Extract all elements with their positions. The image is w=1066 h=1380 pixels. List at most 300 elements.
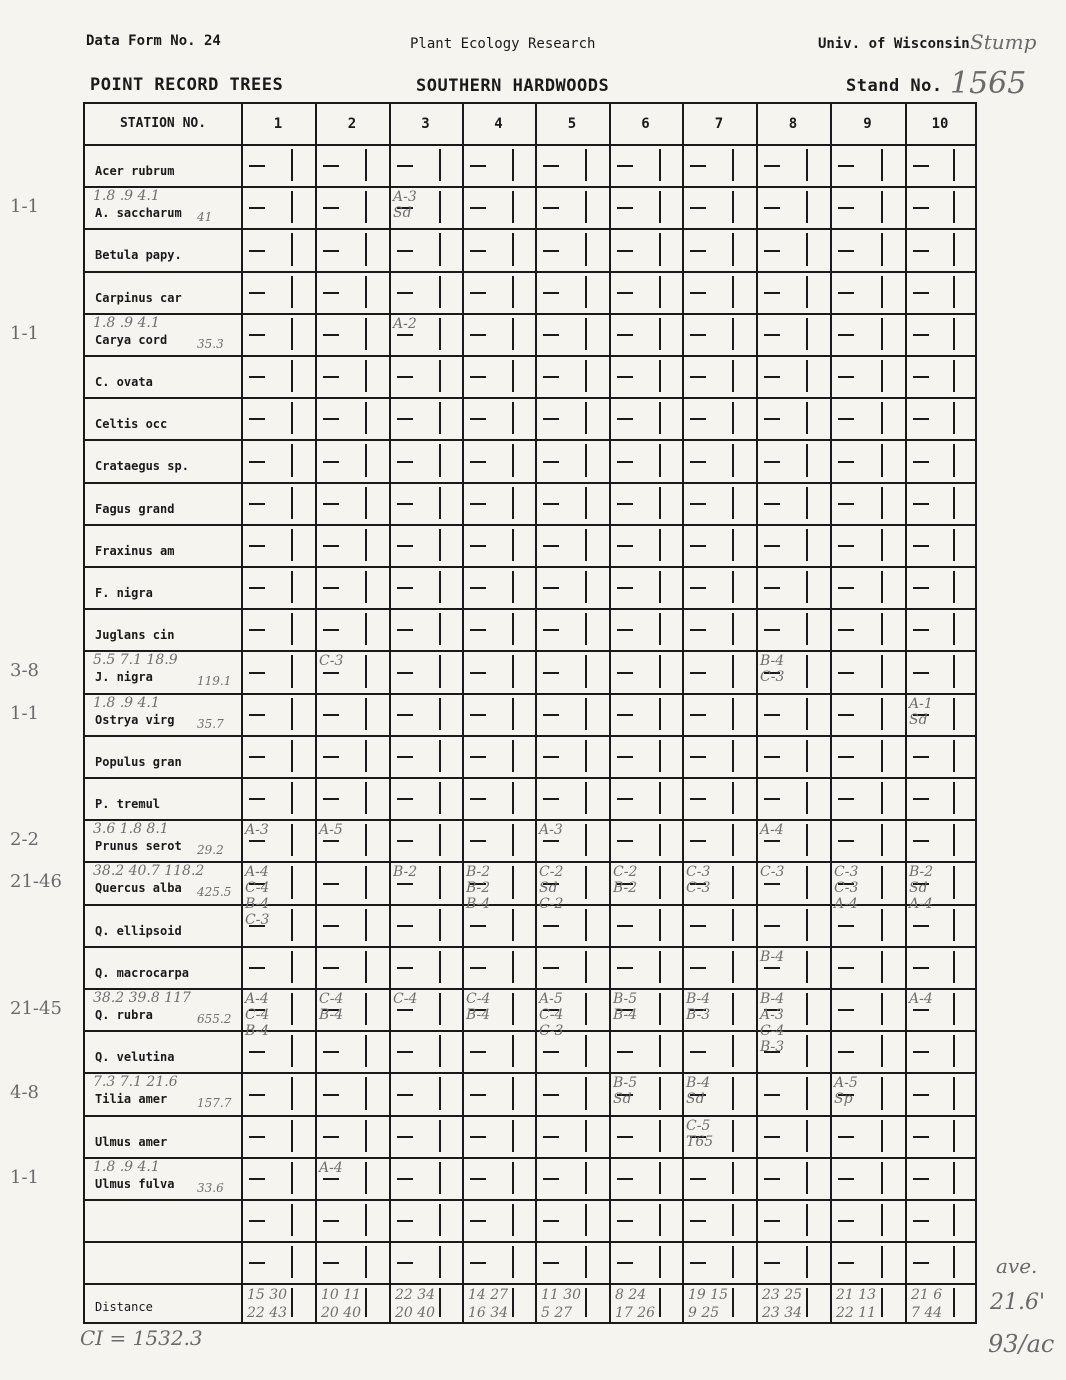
subcell-divider (881, 487, 883, 519)
subcell-divider (659, 402, 661, 434)
cell-tick (617, 1178, 633, 1180)
subcell-divider (512, 276, 514, 308)
cell-tick (249, 629, 265, 631)
cell-tick (543, 250, 559, 252)
subcell-divider (439, 740, 441, 772)
cell-tick (617, 1262, 633, 1264)
cell-tick (690, 798, 706, 800)
distance-value: 19 15 (688, 1287, 729, 1304)
row-divider (85, 1157, 975, 1159)
cell-note-line: B-5 (613, 1075, 638, 1092)
species-name: Quercus alba (95, 881, 182, 896)
subcell-divider (585, 487, 587, 519)
cell-note-line: A-5 (539, 991, 563, 1007)
subcell-divider (732, 402, 734, 434)
subcell-divider (881, 1288, 883, 1317)
species-stats: 1.8 .9 4.1 (93, 694, 160, 711)
cell-tick (397, 461, 413, 463)
subcell-divider (365, 276, 367, 308)
subcell-divider (512, 529, 514, 561)
cell-note (245, 822, 311, 838)
species-name: J. nigra (95, 670, 153, 685)
subcell-divider (881, 571, 883, 603)
cell-tick (470, 714, 486, 716)
subcell-divider (585, 1246, 587, 1278)
cell-tick (690, 587, 706, 589)
species-name: Prunus serot (95, 839, 182, 854)
subcell-divider (732, 529, 734, 561)
subcell-divider (585, 233, 587, 265)
cell-note-line: B-4 (613, 1007, 638, 1023)
subcell-divider (953, 782, 955, 814)
subcell-divider (732, 360, 734, 392)
cell-tick (249, 1094, 265, 1096)
cell-tick (249, 545, 265, 547)
row-divider (85, 439, 975, 441)
cell-tick (764, 418, 780, 420)
subcell-divider (953, 951, 955, 983)
subcell-divider (512, 487, 514, 519)
distance-value: 8 24 (615, 1287, 647, 1304)
stand-value: 1565 (950, 66, 1027, 101)
subcell-divider (585, 402, 587, 434)
cell-tick (543, 503, 559, 505)
species-name: Tilia amer (95, 1092, 168, 1107)
subcell-divider (953, 1035, 955, 1067)
subcell-divider (585, 571, 587, 603)
cell-tick (470, 545, 486, 547)
subcell-divider (365, 951, 367, 983)
species-total: 33.6 (197, 1180, 224, 1195)
distance-value: 16 34 (468, 1305, 509, 1322)
cell-note-line: A-3 (539, 822, 563, 839)
subcell-divider (806, 233, 808, 265)
cell-tick (617, 250, 633, 252)
distance-value: 5 27 (541, 1305, 573, 1322)
subcell-divider (439, 1288, 441, 1317)
subcell-divider (659, 444, 661, 476)
subcell-divider (291, 191, 293, 223)
distance-value: 21 13 (836, 1287, 877, 1304)
cell-tick (397, 798, 413, 800)
subcell-divider (365, 1246, 367, 1278)
cell-tick (249, 292, 265, 294)
subcell-divider (953, 276, 955, 308)
cell-tick (617, 165, 633, 167)
subcell-divider (881, 740, 883, 772)
forest-type: SOUTHERN HARDWOODS (416, 76, 610, 96)
cell-tick (764, 798, 780, 800)
distance-value: 22 43 (247, 1305, 288, 1322)
cell-note-line: C-3 (834, 880, 859, 897)
cell-tick (470, 967, 486, 969)
subcell-divider (881, 1204, 883, 1236)
subcell-divider (881, 1120, 883, 1152)
cell-tick (470, 629, 486, 631)
species-stats: 5.5 7.1 18.9 (93, 652, 178, 669)
station-number: 7 (714, 116, 724, 132)
cell-note-line: A-3 (245, 822, 269, 839)
subcell-divider (439, 613, 441, 645)
distance-label: Distance (95, 1300, 153, 1314)
subcell-divider (806, 318, 808, 350)
cell-tick (617, 840, 633, 842)
cell-note-line: B-4 (760, 991, 785, 1007)
cell-note-line: C-3 (760, 669, 785, 686)
subcell-divider (806, 740, 808, 772)
cell-note-line: B-4 (466, 896, 491, 913)
subcell-divider (439, 1162, 441, 1194)
cell-tick (397, 334, 413, 336)
cell-tick (470, 1051, 486, 1053)
subcell-divider (806, 782, 808, 814)
subcell-divider (291, 318, 293, 350)
cell-tick (249, 672, 265, 674)
cell-tick (249, 1136, 265, 1138)
row-divider (85, 566, 975, 568)
subcell-divider (953, 149, 955, 181)
cell-tick (397, 756, 413, 758)
species-total: 41 (197, 210, 213, 225)
margin-tally: 1-1 (10, 1166, 39, 1188)
subcell-divider (659, 1035, 661, 1067)
subcell-divider (953, 529, 955, 561)
cell-note-line: A-3 (760, 1007, 784, 1023)
subcell-divider (659, 909, 661, 941)
cell-tick (690, 672, 706, 674)
species-name: Carpinus car (95, 290, 182, 305)
subcell-divider (881, 276, 883, 308)
cell-note (393, 991, 458, 1007)
row-divider (85, 144, 975, 146)
cell-note-line: B-4 (319, 1007, 344, 1023)
subcell-divider (365, 866, 367, 898)
species-name: Celtis occ (95, 417, 168, 432)
subcell-divider (732, 1246, 734, 1278)
subcell-divider (953, 613, 955, 645)
subcell-divider (585, 276, 587, 308)
cell-tick (690, 756, 706, 758)
cell-tick (913, 756, 929, 758)
subcell-divider (291, 149, 293, 181)
cell-tick (913, 967, 929, 969)
subcell-divider (881, 1246, 883, 1278)
subcell-divider (806, 529, 808, 561)
subcell-divider (732, 149, 734, 181)
cell-tick (617, 629, 633, 631)
cell-note-line: Sd (539, 880, 558, 897)
cell-note (834, 864, 901, 912)
subcell-divider (585, 191, 587, 223)
row-divider (85, 313, 975, 315)
cell-tick (764, 250, 780, 252)
row-divider (85, 397, 975, 399)
row-divider (85, 1115, 975, 1117)
species-total: 119.1 (197, 674, 232, 689)
cell-tick (764, 756, 780, 758)
cell-note-line: C-2 (613, 864, 638, 881)
subcell-divider (806, 613, 808, 645)
cell-note (686, 1118, 752, 1150)
cell-tick (397, 250, 413, 252)
cell-tick (470, 1220, 486, 1222)
cell-note (319, 1160, 385, 1176)
species-total: 35.3 (197, 336, 224, 351)
cell-tick (838, 798, 854, 800)
station-number: 4 (494, 116, 503, 132)
subcell-divider (806, 402, 808, 434)
cell-note-line: B-4 (245, 1023, 270, 1039)
cell-note (245, 991, 311, 1039)
subcell-divider (953, 1288, 955, 1317)
cell-tick (764, 1094, 780, 1096)
cell-tick (397, 1262, 413, 1264)
subcell-divider (512, 1204, 514, 1236)
margin-tally: 21-45 (10, 998, 62, 1019)
cell-note (539, 822, 605, 838)
subcell-divider (512, 951, 514, 983)
cell-tick (690, 250, 706, 252)
row-divider (85, 946, 975, 948)
subcell-divider (806, 571, 808, 603)
subcell-divider (881, 233, 883, 265)
cell-tick (249, 418, 265, 420)
cell-tick (249, 714, 265, 716)
subcell-divider (291, 233, 293, 265)
subcell-divider (291, 487, 293, 519)
subcell-divider (439, 824, 441, 856)
cell-tick (543, 925, 559, 927)
cell-note (686, 1075, 752, 1107)
station-number: 9 (863, 116, 872, 132)
subcell-divider (881, 318, 883, 350)
subcell-divider (953, 402, 955, 434)
row-divider (85, 1283, 975, 1285)
cell-tick (913, 672, 929, 674)
subcell-divider (659, 529, 661, 561)
cell-tick (249, 798, 265, 800)
cell-tick (249, 165, 265, 167)
cell-note (319, 822, 385, 838)
subcell-divider (806, 909, 808, 941)
subcell-divider (806, 1120, 808, 1152)
cell-tick (913, 1009, 929, 1011)
cell-tick (323, 672, 339, 674)
column-divider (830, 104, 832, 1322)
subcell-divider (512, 1077, 514, 1109)
subcell-divider (881, 360, 883, 392)
species-name: Ostrya virg (95, 712, 175, 727)
cell-tick (838, 503, 854, 505)
cell-note-line: Sd (613, 1091, 632, 1108)
cell-tick (913, 334, 929, 336)
cell-tick (764, 883, 780, 885)
cell-tick (690, 925, 706, 927)
cell-note-line: A-4 (834, 896, 858, 913)
station-number: 10 (931, 116, 949, 132)
subcell-divider (291, 529, 293, 561)
row-divider (85, 1072, 975, 1074)
cell-note-line: B-3 (686, 1007, 711, 1023)
cell-note-line: B-4 (245, 896, 270, 913)
cell-tick (397, 292, 413, 294)
cell-tick (690, 1178, 706, 1180)
subcell-divider (439, 529, 441, 561)
subcell-divider (659, 1204, 661, 1236)
cell-tick (470, 418, 486, 420)
cell-note-line: A-4 (760, 822, 784, 839)
row-divider (85, 608, 975, 610)
cell-tick (470, 376, 486, 378)
cell-tick (913, 840, 929, 842)
subcell-divider (291, 571, 293, 603)
subcell-divider (512, 909, 514, 941)
subcell-divider (365, 909, 367, 941)
cell-tick (323, 883, 339, 885)
subcell-divider (585, 909, 587, 941)
subcell-divider (732, 318, 734, 350)
cell-tick (470, 207, 486, 209)
cell-tick (764, 967, 780, 969)
cell-tick (690, 207, 706, 209)
cell-tick (543, 840, 559, 842)
species-name: Q. ellipsoid (95, 923, 182, 938)
subcell-divider (732, 951, 734, 983)
subcell-divider (585, 529, 587, 561)
cell-tick (690, 714, 706, 716)
cell-tick (323, 967, 339, 969)
cell-tick (470, 461, 486, 463)
cell-note-line: A-4 (245, 864, 269, 881)
subcell-divider (439, 276, 441, 308)
cell-tick (690, 376, 706, 378)
cell-tick (323, 714, 339, 716)
margin-tally: 3-8 (10, 660, 39, 682)
subcell-divider (806, 487, 808, 519)
subcell-divider (659, 149, 661, 181)
cell-note-line: B-2 (393, 864, 418, 881)
subcell-divider (806, 360, 808, 392)
cell-note (319, 653, 385, 669)
cell-tick (838, 292, 854, 294)
cell-tick (690, 1220, 706, 1222)
cell-tick (913, 1178, 929, 1180)
university-note: Stump (970, 30, 1037, 54)
row-divider (85, 1030, 975, 1032)
record-type: POINT RECORD TREES (90, 75, 284, 95)
margin-tally: 1-1 (10, 322, 39, 344)
subcell-divider (732, 444, 734, 476)
row-divider (85, 355, 975, 357)
cell-tick (470, 798, 486, 800)
cell-tick (249, 1220, 265, 1222)
cell-note-line: Sd (909, 711, 928, 728)
subcell-divider (806, 1246, 808, 1278)
cell-note-line: Sd (393, 205, 412, 222)
subcell-divider (291, 1246, 293, 1278)
subcell-divider (953, 1246, 955, 1278)
subcell-divider (806, 1288, 808, 1317)
cell-tick (764, 840, 780, 842)
cell-tick (838, 1262, 854, 1264)
subcell-divider (439, 909, 441, 941)
species-name: Populus gran (95, 754, 182, 769)
cell-tick (913, 1094, 929, 1096)
cell-tick (323, 587, 339, 589)
cell-tick (838, 1009, 854, 1011)
cell-tick (543, 418, 559, 420)
row-divider (85, 524, 975, 526)
subcell-divider (512, 698, 514, 730)
cell-tick (543, 672, 559, 674)
cell-tick (913, 1220, 929, 1222)
cell-note (393, 316, 458, 332)
subcell-divider (806, 149, 808, 181)
subcell-divider (439, 1035, 441, 1067)
subcell-divider (291, 1035, 293, 1067)
subcell-divider (512, 402, 514, 434)
station-number: 6 (641, 116, 650, 132)
subcell-divider (365, 740, 367, 772)
cell-tick (249, 250, 265, 252)
cell-note (393, 189, 458, 221)
row-divider (85, 186, 975, 188)
cell-tick (323, 1136, 339, 1138)
cell-tick (617, 1220, 633, 1222)
cell-tick (617, 1136, 633, 1138)
cell-note-line: A-5 (834, 1075, 858, 1092)
cell-tick (764, 1262, 780, 1264)
subcell-divider (512, 191, 514, 223)
subcell-divider (953, 318, 955, 350)
cell-tick (764, 165, 780, 167)
cell-tick (913, 376, 929, 378)
cell-tick (470, 587, 486, 589)
subcell-divider (881, 655, 883, 687)
subcell-divider (659, 1120, 661, 1152)
subcell-divider (439, 698, 441, 730)
subcell-divider (439, 1120, 441, 1152)
cell-note-line: C-3 (539, 1023, 564, 1039)
station-number: 2 (347, 116, 357, 132)
species-total: 157.7 (197, 1096, 232, 1111)
subcell-divider (732, 1035, 734, 1067)
subcell-divider (732, 909, 734, 941)
subcell-divider (881, 698, 883, 730)
cell-tick (543, 587, 559, 589)
subcell-divider (732, 782, 734, 814)
cell-tick (764, 587, 780, 589)
cell-tick (838, 334, 854, 336)
cell-tick (690, 165, 706, 167)
university: Univ. of Wisconsin (818, 36, 970, 52)
cell-note (466, 864, 531, 912)
subcell-divider (659, 951, 661, 983)
cell-note (613, 1075, 678, 1107)
subcell-divider (585, 782, 587, 814)
row-divider (85, 777, 975, 779)
subcell-divider (512, 318, 514, 350)
station-number: 1 (273, 116, 283, 132)
cell-tick (323, 1262, 339, 1264)
cell-tick (249, 756, 265, 758)
cell-tick (397, 587, 413, 589)
species-name: Fraxinus am (95, 543, 175, 558)
distance-value: 21 6 (911, 1287, 943, 1304)
subcell-divider (365, 487, 367, 519)
cell-tick (838, 925, 854, 927)
cell-tick (397, 376, 413, 378)
